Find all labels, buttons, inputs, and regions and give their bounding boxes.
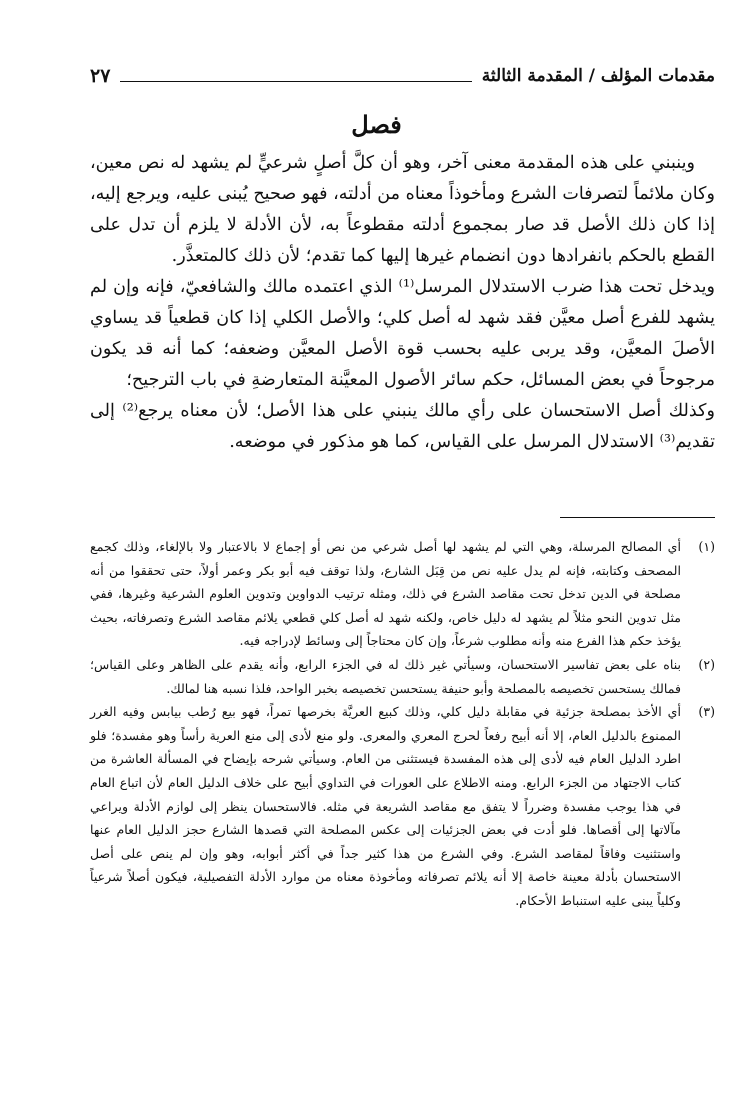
footnotes	[90, 535, 715, 913]
footnote	[90, 653, 715, 700]
header-title: مقدمات المؤلف / المقدمة الثالثة	[481, 66, 715, 86]
footnote-number: (٢)	[698, 656, 715, 672]
main-text	[90, 148, 715, 458]
footnote-text: بناه على بعض تفاسير الاستحسان، وسيأتي غير ذلك له في الجزء الرابع، وأنه يقدم على الظاهر وعلى القياس؛ فمالك يستحسن تخصيصه بالمصلحة وأبو حنيفة يستحسن تخصيصه بخبر الواحد، فلذا نسبه هنا لمالك.	[90, 656, 681, 696]
footnote-number: (٣)	[698, 704, 715, 720]
page-number: ٢٧	[90, 65, 111, 87]
footnote	[90, 535, 715, 653]
footnote-text: أي المصالح المرسلة، وهي التي لم يشهد لها أصل شرعي من نص أو إجماع لا بالاعتبار ولا بالإلغاء، وذلك كجمع المصحف وكتابته، فإنه لم يدل عليه نص من قِبَل الشارع، ولذا توقف فيه أبو بكر وعمر أولاً، حتى تحققوا من أنه مصلحة في الدين تدخل تحت مقاصد الشرع في ذلك، ومثله ترتيب الدواوين وتدوين العلوم الشرعية وغيرها، ففي مثل تدوين النحو مثلاً لم يشهد له دليل خاص، ولكنه شهد له أصل كلي قطعي يلائم مقاصد الشرع وتصرفاته، بحيث يؤخذ حكم هذا الفرع منه وأنه مطلوب شرعاً، وإن كان محتاجاً إلى وسائط لإدراجه فيه.	[90, 539, 681, 649]
footnote	[90, 700, 715, 912]
section-title: فصل	[351, 110, 402, 139]
paragraph: وكذلك أصل الاستحسان على رأي مالك ينبني على هذا الأصل؛ لأن معناه يرجع⁽²⁾ إلى تقديم⁽³⁾ الاستدلال المرسل على القياس، كما هو مذكور في موضعه.	[90, 401, 715, 452]
footnote-separator	[560, 517, 715, 518]
paragraph: وينبني على هذه المقدمة معنى آخر، وهو أن كلَّ أصلٍ شرعيٍّ لم يشهد له نص معين، وكان ملائماً لتصرفات الشرع ومأخوذاً معناه من أدلته، فهو صحيح يُبنى عليه، ويرجع إليه، إذا كان ذلك الأصل قد صار بمجموع أدلته مقطوعاً به، لأن الأدلة لا يلزم أن تدل على القطع بالحكم بانفرادها دون انضمام غيرها إليها كما تقدم؛ لأن ذلك كالمتعذَّر.	[90, 153, 715, 266]
paragraph: ويدخل تحت هذا ضرب الاستدلال المرسل⁽¹⁾ الذي اعتمده مالك والشافعيّ، فإنه وإن لم يشهد للفرع أصل معيَّن فقد شهد له أصل كلي؛ والأصل الكلي إذا كان قطعياً قد يساوي الأصلَ المعيَّن، وقد يربى عليه بحسب قوة الأصل المعيَّن وضعفه؛ كما أنه قد يكون مرجوحاً في بعض المسائل، حكم سائر الأصول المعيَّنة المتعارضةِ في باب الترجيح؛	[90, 277, 715, 390]
footnote-number: (١)	[698, 539, 715, 554]
running-header	[90, 60, 715, 92]
header-rule	[120, 81, 471, 82]
footnote-text: أي الأخذ بمصلحة جزئية في مقابلة دليل كلي، وذلك كبيع العريَّة بخرصها تمراً، فهو بيع رُطب بيابس وفيه الغرر الممنوع بالدليل العام، إلا أنه أبيح رفعاً لحرج المعري والمعرى. ولو منع لأدى إلى منع العرية رأساً وهو مفسدة؛ فلو اطرد الدليل العام فيه لأدى إلى هذه المفسدة فيستثنى من العام. وسيأتي شرحه بإيضاح في المسألة العاشرة من كتاب الاجتهاد من الجزء الرابع. ومنه الاطلاع على العورات في التداوي أبيح على خلاف الدليل العام لأن اتباع العام في هذا يوجب مفسدة وضرراً لا يتفق مع مقاصد الشريعة في مثله. فالاستحسان ينظر إلى لوازم الأدلة ويراعي مآلاتها إلى أقصاها. فلو أدت في بعض الجزئيات إلى عكس المصلحة التي قصدها الشارع حجز الدليل العام عنها واستثنيت وفاقاً لمقاصد الشرع. وفي الشرع من هذا كثير جداً في أكثر أبوابه، وهو وإن لم ينص على أصل الاستحسان بأدلة معينة خاصة إلا أنه يلائم تصرفاته ومأخوذة معناه من موارد الأدلة التفصيلية، فيكون أصلاً شرعياً وكلياً يبنى عليه استنباط الأحكام.	[90, 704, 681, 908]
